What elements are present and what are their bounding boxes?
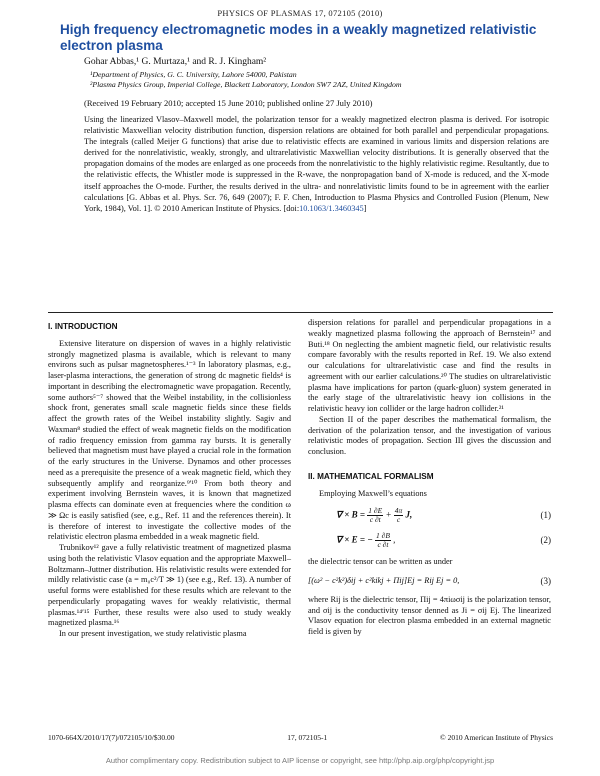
affiliation-2: ²Plasma Physics Group, Imperial College, Blackett Laboratory, London SW7 2AZ, United Kingdom	[90, 80, 402, 89]
equation-2	[308, 532, 551, 549]
section-heading-introduction: I. INTRODUCTION	[48, 322, 118, 331]
intro-paragraph-3: In our present investigation, we study relativistic plasma	[59, 629, 247, 638]
equation-number-2: (2)	[540, 535, 551, 546]
eq2-fraction: $\frac{1 \partial B}{c \partial t}$	[375, 531, 390, 550]
footer-issn: 1070-664X/2010/17(7)/072105/10/$30.00	[48, 733, 175, 742]
article-title: High frequency electromagnetic modes in a weakly magnetized relativistic electron plasma	[60, 22, 537, 53]
eq2-tail: ,	[393, 534, 396, 545]
equation-3	[308, 576, 551, 587]
formalism-paragraph-1: Employing Maxwell’s equations	[319, 488, 427, 498]
doi-suffix: ]	[363, 203, 367, 213]
equation-number-3: (3)	[540, 576, 551, 586]
eq3-body: [(ω² − c²k²)δij + c²kikj + Πij]Ej = Rij Ej = 0,	[308, 576, 460, 585]
eq1-plus: +	[385, 509, 394, 520]
footer-page-number: 17, 072105-1	[287, 733, 328, 742]
eq1-fraction-1: $\frac{1 \partial E}{c \partial t}$	[368, 506, 383, 525]
intro-continued-paragraph-1: dispersion relations for parallel and perpendicular propagations in a weakly magnetized plasma following the approach of Bernstein¹⁷ and Buti.¹⁸ On neglecting the ambient magnetic field, our relativistic results compare favorably with the results reported in Ref. 19. We also extend our calculations for ultrarelativistic case and find the results in agreement with our earlier calculations.²⁰ The studies on ultrarelativistic plasma have implications for parton (quark-gluon) system generated in the early stage of the ultrarelativistic heavy ion collisions in the relativistic heavy ion collider or the large hadron collider.²¹	[308, 318, 551, 413]
formalism-paragraph-2: the dielectric tensor can be written as under	[308, 557, 453, 567]
eq1-tail: J,	[405, 509, 413, 520]
copyright-notice: Author complimentary copy. Redistribution subject to AIP license or copyright, see http://php.aip.org/php/copyright.jsp	[105, 756, 495, 765]
intro-paragraph-1: Extensive literature on dispersion of waves in a highly relativistic strongly magnetized plasma is available, which is relevant to many environs such as pulsar magnetospheres.¹⁻³ In laboratory plasmas, e.g., laser-plasma interactions, the generation of strong dc magnetic fields⁴ is important in describing the electromagnetic wave propagation. Recently, some authors⁵⁻⁷ showed that the Weibel instability, in the collisionless shock front, generates small scale magnetic fields since these fields affect the growth rates of the Weibel instability slightly. Sagiv and Waxman⁸ studied the effect of weak magnetic fields on the modification of radio frequency emission from gamma ray bursts. It is generally believed that magnetism must have played a crucial role in the formation of the early structures in the Universe. Dynamos and other processes need as a prerequisite the presence of a weak magnetic field, which they subsequently amplify and reorganize.⁹ʹ¹⁰ From both theory and experiment involving Bernstein waves, it is known that magnetized plasma effects can dominate even at frequencies where the condition ω ≫ Ωc is easily satisfied (see, e.g., Ref. 11 and the references therein). It is therefore of interest to investigate the collective modes of the relativistic electron plasma embedded in a weak magnetic field.	[48, 338, 291, 542]
author-list: Gohar Abbas,¹ G. Murtaza,¹ and R. J. Kingham²	[84, 57, 267, 67]
doi-link[interactable]: 10.1063/1.3460345	[299, 203, 364, 213]
intro-paragraph-2: Trubnikov¹² gave a fully relativistic treatment of magnetized plasma using both the relativistic Vlasov equation and the appropriate Maxwell–Boltzmann–Juttner distribution. His relativistic results were extended for mildly relativistic case (a = m₀c²/T ≫ 1) (see e.g., Ref. 13). A number of useful forms were established for these results which are relevant to the perpendicularly propagating waves for weakly relativistic, thermal plasmas.¹⁴ʹ¹⁵ Further, these results were also used to study weakly magnetized plasma.¹⁶	[48, 543, 291, 628]
abstract-divider	[48, 312, 553, 313]
section-heading-formalism: II. MATHEMATICAL FORMALISM	[308, 471, 434, 481]
received-dates: (Received 19 February 2010; accepted 15 June 2010; published online 27 July 2010)	[84, 98, 373, 108]
equation-number-1: (1)	[540, 510, 551, 521]
page-footer	[48, 733, 553, 742]
eq2-lhs: ∇ × E = −	[336, 534, 373, 545]
affiliation-1: ¹Department of Physics, G. C. University, Lahore 54000, Pakistan	[90, 70, 297, 79]
footer-copyright: © 2010 American Institute of Physics	[440, 733, 553, 742]
intro-continued-paragraph-2: Section II of the paper describes the mathematical formalism, the derivation of the polarization tensor, and the investigation of various relativistic modes of propagation. Section III gives the discussion and conclusion.	[308, 414, 551, 456]
equation-1	[308, 507, 551, 524]
abstract	[84, 114, 549, 214]
doi-prefix: [doi:	[283, 203, 300, 213]
eq1-fraction-2: $\frac{4\pi}{c}$	[394, 506, 403, 525]
left-column	[48, 318, 291, 640]
eq1-lhs: ∇ × B =	[336, 509, 368, 520]
abstract-text: Using the linearized Vlasov–Maxwell model, the polarization tensor for a weakly magnetized electron plasma is derived. For isotropic relativistic Maxwellian velocity distribution function, dispersion relations are obtained for both parallel and perpendicular propagations. The integrals (called Meijer G functions) that arise due to relativistic effects are examined in various limits and dispersion relations are derived for the nonrelativistic, weakly, strongly, and ultrarelativistic Maxwellian velocity distributions. It is generally observed that the propagation domains of the modes are enlarged as one proceeds from the nonrelativistic to the highly relativistic regime. Resultantly, due to the relativistic effects, the Whistler mode is suppressed in the R-wave, the nonpropagation band of X-mode is reduced, and the X-mode itself approaches the O-mode. Further, the results derived in the ultra- and nonrelativistic limits found to be in agreement with the earlier calculations [G. Abbas et al. Phys. Scr. 76, 649 (2007); F. F. Chen, Introduction to Plasma Physics and Controlled Fusion (Plenum, New York, 1984), Vol. 1]. © 2010 American Institute of Physics.	[84, 115, 549, 213]
right-column	[308, 318, 551, 638]
running-head: PHYSICS OF PLASMAS 17, 072105 (2010)	[217, 8, 383, 18]
formalism-paragraph-3: where Rij is the dielectric tensor, Πij = 4πiωσij is the polarization tensor, and σij is the conductivity tensor denned as Ji = σij Ej. The linearized Vlasov equation for electron plasma embedded in an external magnetic field is given by	[308, 594, 551, 636]
